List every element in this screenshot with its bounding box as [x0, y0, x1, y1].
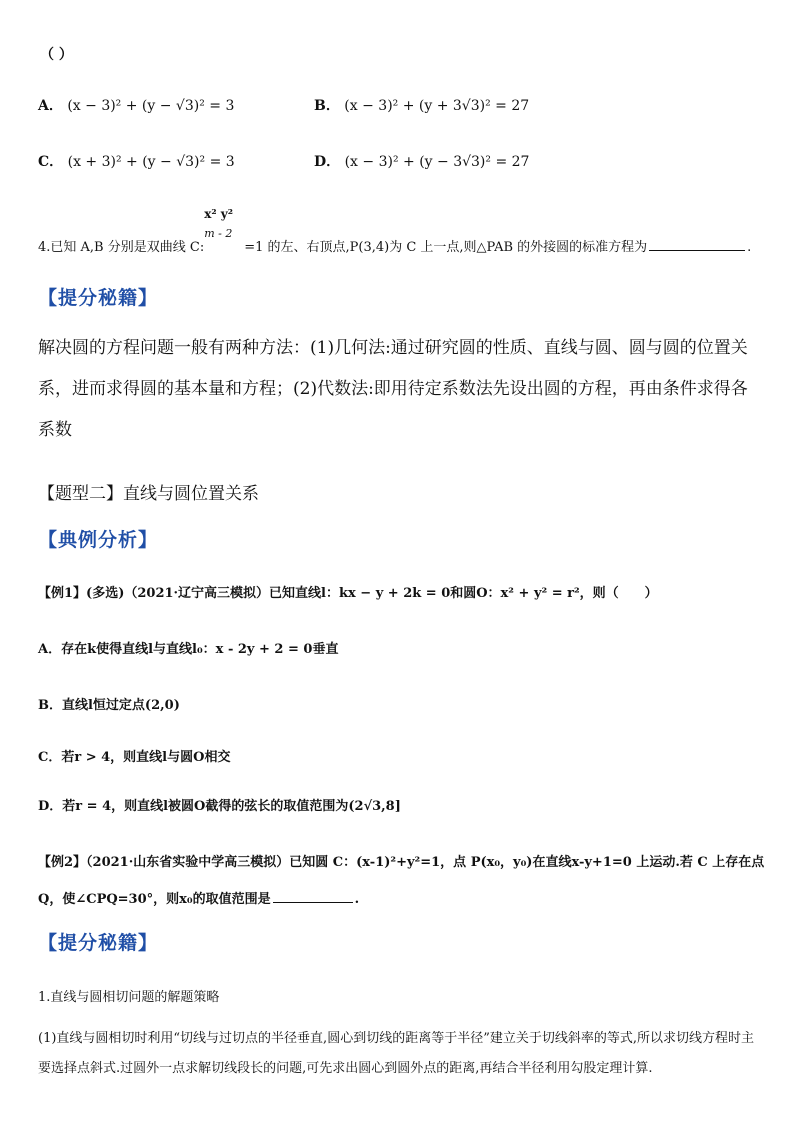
q4-fraction: [204, 207, 244, 251]
q4-end: .: [747, 240, 752, 255]
option-d-text: (x − 3)² + (y − 3√3)² = 27: [344, 154, 530, 170]
option-a-label: A．: [38, 98, 63, 114]
ex1-option-a: A．存在k使得直线l与直线l₀：x - 2y + 2 = 0垂直: [38, 642, 339, 657]
q4-line: [38, 207, 752, 255]
option-c-label: C．: [38, 154, 64, 170]
q3-option-a: [38, 95, 234, 115]
ex1-option-b: B．直线l恒过定点(2,0): [38, 698, 180, 713]
q4-frac-den: m - 2: [204, 227, 233, 240]
option-a-text: (x − 3)² + (y − √3)² = 3: [67, 98, 235, 114]
ex1-option-d: D．若r = 4，则直线l被圆O截得的弦长的取值范围为(2√3,8]: [38, 799, 401, 814]
tip-heading-2: 【提分秘籍】: [38, 932, 159, 954]
q4-answer-blank[interactable]: [649, 238, 745, 251]
option-d-label: D．: [314, 154, 341, 170]
ex1-stem: 【例1】(多选)（2021·辽宁高三模拟）已知直线l：kx − y + 2k = 0和圆O：x² + y² = r²，则（ ）: [38, 586, 658, 601]
ex2-line2-text: Q，使∠CPQ=30°，则x₀的取值范围是: [38, 892, 271, 907]
ex2-line2: [38, 888, 359, 907]
tip2-item2: (1)直线与圆相切时利用“切线与过切点的半径垂直,圆心到切线的距离等于半径”建立关于切线斜率的等式,所以求切线方程时主要选择点斜式.过圆外一点求解切线段长的问题,可先求出圆心到圆外点的距离,再结合半径利用勾股定理计算.: [38, 1031, 754, 1076]
q3-option-d: [314, 151, 529, 171]
tip-heading-1: 【提分秘籍】: [38, 287, 159, 309]
q4-frac-num: x² y²: [204, 207, 234, 221]
tip2-item1: 1.直线与圆相切问题的解题策略: [38, 990, 220, 1005]
tip-body-1: 解决圆的方程问题一般有两种方法：(1)几何法:通过研究圆的性质、直线与圆、圆与圆的位置关系，进而求得圆的基本量和方程；(2)代数法:即用待定系数法先设出圆的方程，再由条件求得各系数: [38, 338, 748, 440]
option-b-label: B．: [314, 98, 340, 114]
q4-suffix: =1 的左、右顶点,P(3,4)为 C 上一点,则△PAB 的外接圆的标准方程为: [244, 240, 648, 255]
q4-prefix: 4.已知 A,B 分别是双曲线 C:: [38, 240, 205, 255]
ex2-line1: 【例2】（2021·山东省实验中学高三模拟）已知圆 C：(x-1)²+y²=1，点 P(x₀，y₀)在直线x-y+1=0 上运动.若 C 上存在点: [38, 855, 765, 870]
q3-paren: （ ）: [40, 47, 73, 63]
ex2-answer-blank[interactable]: [273, 890, 353, 903]
ex1-option-c: C．若r > 4，则直线l与圆O相交: [38, 750, 231, 765]
ex2-line2-end: .: [354, 892, 360, 907]
option-b-text: (x − 3)² + (y + 3√3)² = 27: [344, 98, 530, 114]
q3-option-b: [314, 95, 529, 115]
q3-option-c: [38, 151, 235, 171]
option-c-text: (x + 3)² + (y − √3)² = 3: [67, 154, 235, 170]
type-title: 【题型二】直线与圆位置关系: [38, 484, 259, 504]
example-heading: 【典例分析】: [38, 529, 159, 551]
